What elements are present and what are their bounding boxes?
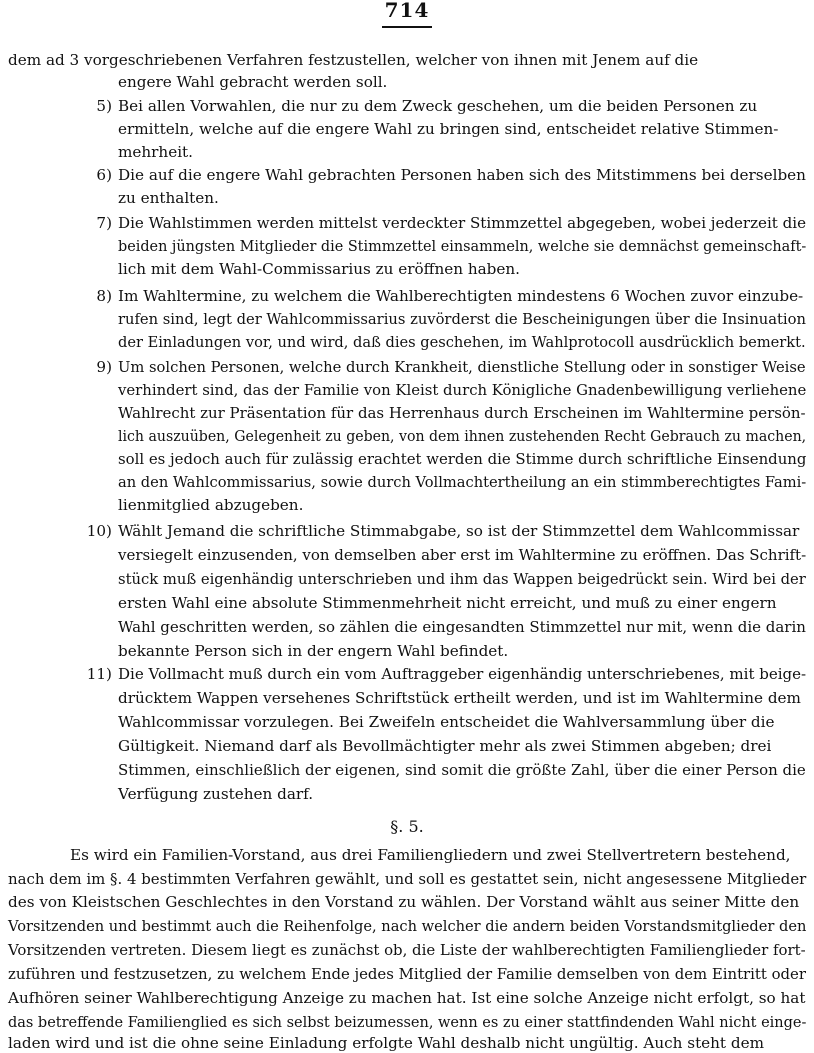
text-line: lich auszuüben, Gelegenheit zu geben, von dem ihnen zustehenden Recht Gebrauch zu machen,: [118, 427, 807, 445]
item-number: 9): [96, 358, 112, 376]
item-number: 7): [96, 214, 112, 232]
text-line: Gültigkeit. Niemand darf als Bevollmächtigter mehr als zwei Stimmen abgeben; drei: [118, 737, 772, 755]
text-line: rufen sind, legt der Wahlcommissarius zuvörderst die Bescheinigungen über die Insinuation: [118, 310, 806, 328]
text-line: Vorsitzenden vertreten. Diesem liegt es zunächst ob, die Liste der wahlberechtigten Familienglieder fort-: [8, 941, 806, 959]
text-line: Wahlrecht zur Präsentation für das Herrenhaus durch Erscheinen im Wahltermine persön-: [118, 404, 806, 422]
text-line: stück muß eigenhändig unterschrieben und ihm das Wappen beigedrückt sein. Wird bei der: [118, 570, 806, 588]
text-line: zuführen und festzusetzen, zu welchem Ende jedes Mitglied der Familie demselben von dem Eintritt oder: [8, 965, 806, 983]
text-line: Wahlcommissar vorzulegen. Bei Zweifeln entscheidet die Wahlversammlung über die: [118, 713, 775, 731]
text-line: ermitteln, welche auf die engere Wahl zu bringen sind, entscheidet relative Stimmen-: [118, 120, 779, 138]
header-rule: [382, 26, 432, 28]
text-line: Stimmen, einschließlich der eigenen, sind somit die größte Zahl, über die einer Person die: [118, 761, 806, 779]
text-line: das betreffende Familienglied es sich selbst beizumessen, wenn es zu einer stattfindenden Wahl nicht einge-: [8, 1013, 807, 1031]
text-line: soll es jedoch auch für zulässig erachtet werden die Stimme durch schriftliche Einsendung: [118, 450, 807, 468]
text-line: des von Kleistschen Geschlechtes in den Vorstand zu wählen. Der Vorstand wählt aus seiner Mitte den: [8, 893, 800, 911]
text-line: lich mit dem Wahl-Commissarius zu eröffnen haben.: [118, 260, 520, 278]
text-line: Die auf die engere Wahl gebrachten Personen haben sich des Mitstimmens bei derselben: [118, 166, 806, 184]
text-line: verhindert sind, das der Familie von Kleist durch Königliche Gnadenbewilligung verliehene: [118, 381, 807, 399]
text-line: Es wird ein Familien-Vorstand, aus drei Familiengliedern und zwei Stellvertretern bestehend,: [70, 846, 791, 864]
text-line: Die Vollmacht muß durch ein vom Auftraggeber eigenhändig unterschriebenes, mit beige-: [118, 665, 807, 683]
text-line: engere Wahl gebracht werden soll.: [118, 73, 388, 91]
section-heading: §. 5.: [390, 817, 424, 836]
text-line: bekannte Person sich in der engern Wahl befindet.: [118, 642, 509, 660]
page-number: 714: [384, 0, 430, 22]
text-line: drücktem Wappen versehenes Schriftstück ertheilt werden, und ist im Wahltermine dem: [118, 689, 801, 707]
item-number: 10): [86, 522, 112, 540]
text-line: Um solchen Personen, welche durch Krankheit, dienstliche Stellung oder in sonstiger Weise: [118, 358, 806, 376]
text-line: Verfügung zustehen darf.: [118, 785, 314, 803]
text-line: Aufhören seiner Wahlberechtigung Anzeige zu machen hat. Ist eine solche Anzeige nicht erfolgt, so hat: [8, 989, 806, 1007]
item-number: 8): [96, 287, 112, 305]
text-line: laden wird und ist die ohne seine Einladung erfolgte Wahl deshalb nicht ungültig. Auch steht dem: [8, 1034, 764, 1052]
text-line: der Einladungen vor, und wird, daß dies geschehen, im Wahlprotocoll ausdrücklich bemerkt.: [118, 333, 806, 351]
text-line: lienmitglied abzugeben.: [118, 496, 304, 514]
text-line: beiden jüngsten Mitglieder die Stimmzettel einsammeln, welche sie demnächst gemeinschaft-: [118, 237, 807, 255]
text-line: versiegelt einzusenden, von demselben aber erst im Wahltermine zu eröffnen. Das Schrift-: [118, 546, 807, 564]
text-line: zu enthalten.: [118, 189, 219, 207]
text-line: Im Wahltermine, zu welchem die Wahlberechtigten mindestens 6 Wochen zuvor einzube-: [118, 287, 804, 305]
text-line: Wahl geschritten werden, so zählen die eingesandten Stimmzettel nur mit, wenn die darin: [118, 618, 806, 636]
text-line: ersten Wahl eine absolute Stimmenmehrheit nicht erreicht, und muß zu einer engern: [118, 594, 777, 612]
text-line: Bei allen Vorwahlen, die nur zu dem Zweck geschehen, um die beiden Personen zu: [118, 97, 758, 115]
text-line: an den Wahlcommissarius, sowie durch Vollmachtertheilung an ein stimmberechtigtes Fami-: [118, 473, 807, 491]
text-line: Wählt Jemand die schriftliche Stimmabgabe, so ist der Stimmzettel dem Wahlcommissar: [118, 522, 800, 540]
item-number: 11): [86, 665, 112, 683]
text-line: Vorsitzenden und bestimmt auch die Reihenfolge, nach welcher die andern beiden Vorstandsmitglieder den: [8, 917, 807, 935]
item-number: 6): [96, 166, 112, 184]
text-line: nach dem im §. 4 bestimmten Verfahren gewählt, und soll es gestattet sein, nicht angesessene Mitglieder: [8, 870, 807, 888]
item-number: 5): [96, 97, 112, 115]
text-line: mehrheit.: [118, 143, 193, 161]
text-line: dem ad 3 vorgeschriebenen Verfahren festzustellen, welcher von ihnen mit Jenem auf die: [8, 51, 699, 69]
text-line: Die Wahlstimmen werden mittelst verdeckter Stimmzettel abgegeben, wobei jederzeit die: [118, 214, 806, 232]
